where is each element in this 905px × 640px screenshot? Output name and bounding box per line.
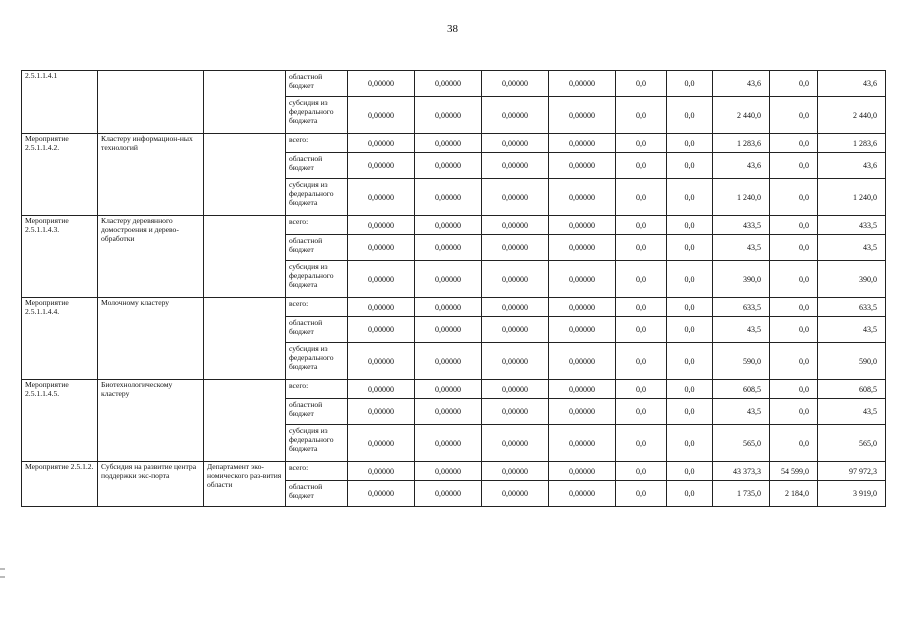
value-cell: 0,0 (770, 317, 818, 343)
value-cell: 0,00000 (549, 462, 616, 481)
value-cell: 43,5 (713, 235, 770, 261)
funding-source-cell: областной бюджет (286, 153, 348, 179)
value-cell: 0,00000 (549, 317, 616, 343)
value-cell: 0,00000 (482, 235, 549, 261)
value-cell: 0,00000 (415, 261, 482, 298)
value-cell: 0,0 (616, 134, 667, 153)
funding-source-cell: субсидия из федерального бюджета (286, 179, 348, 216)
value-cell: 0,0 (616, 216, 667, 235)
measure-id-cell: Мероприятие 2.5.1.1.4.4. (22, 298, 98, 380)
funding-source-cell: всего: (286, 380, 348, 399)
value-cell: 0,0 (667, 298, 713, 317)
page-number: 38 (447, 23, 458, 35)
value-cell: 0,0 (770, 343, 818, 380)
value-cell: 0,00000 (348, 71, 415, 97)
funding-source-cell: субсидия из федерального бюджета (286, 343, 348, 380)
measure-id-cell: Мероприятие 2.5.1.1.4.3. (22, 216, 98, 298)
value-cell: 0,00000 (415, 179, 482, 216)
value-cell: 43,6 (713, 71, 770, 97)
executor-cell (204, 71, 286, 134)
table-row (22, 380, 886, 399)
value-cell: 633,5 (713, 298, 770, 317)
value-cell: 0,00000 (482, 134, 549, 153)
value-cell: 0,00000 (348, 235, 415, 261)
value-cell: 43,6 (818, 71, 886, 97)
value-cell: 0,00000 (348, 97, 415, 134)
value-cell: 0,0 (667, 462, 713, 481)
value-cell: 0,00000 (348, 298, 415, 317)
value-cell: 590,0 (818, 343, 886, 380)
value-cell: 0,0 (770, 179, 818, 216)
value-cell: 0,00000 (549, 261, 616, 298)
funding-source-cell: всего: (286, 216, 348, 235)
value-cell: 0,00000 (415, 235, 482, 261)
value-cell: 2 184,0 (770, 481, 818, 507)
value-cell: 0,0 (667, 153, 713, 179)
value-cell: 0,00000 (549, 235, 616, 261)
value-cell: 0,0 (616, 71, 667, 97)
value-cell: 0,00000 (415, 134, 482, 153)
value-cell: 565,0 (818, 425, 886, 462)
value-cell: 0,00000 (415, 317, 482, 343)
value-cell: 0,00000 (348, 317, 415, 343)
value-cell: 0,0 (667, 235, 713, 261)
value-cell: 0,00000 (549, 343, 616, 380)
value-cell: 0,00000 (482, 380, 549, 399)
value-cell: 0,00000 (415, 481, 482, 507)
value-cell: 43,5 (818, 399, 886, 425)
value-cell: 1 283,6 (713, 134, 770, 153)
value-cell: 43,6 (713, 153, 770, 179)
funding-source-cell: всего: (286, 134, 348, 153)
value-cell: 0,00000 (348, 216, 415, 235)
value-cell: 0,00000 (348, 261, 415, 298)
measure-id-cell: Мероприятие 2.5.1.2. (22, 462, 98, 507)
value-cell: 0,0 (667, 380, 713, 399)
value-cell: 0,00000 (415, 153, 482, 179)
value-cell: 0,00000 (482, 71, 549, 97)
value-cell: 0,0 (616, 399, 667, 425)
value-cell: 0,00000 (415, 425, 482, 462)
value-cell: 0,00000 (348, 153, 415, 179)
value-cell: 0,00000 (482, 399, 549, 425)
value-cell: 0,0 (770, 153, 818, 179)
value-cell: 0,0 (770, 399, 818, 425)
scan-edge-mark (0, 576, 5, 578)
value-cell: 1 735,0 (713, 481, 770, 507)
value-cell: 565,0 (713, 425, 770, 462)
value-cell: 1 240,0 (713, 179, 770, 216)
value-cell: 0,00000 (348, 343, 415, 380)
measure-name-cell: Биотехнологическому кластеру (98, 380, 204, 462)
value-cell: 0,0 (667, 179, 713, 216)
value-cell: 0,00000 (549, 71, 616, 97)
value-cell: 0,00000 (482, 97, 549, 134)
funding-source-cell: областной бюджет (286, 399, 348, 425)
value-cell: 0,00000 (348, 134, 415, 153)
value-cell: 1 283,6 (818, 134, 886, 153)
value-cell: 54 599,0 (770, 462, 818, 481)
executor-cell (204, 380, 286, 462)
value-cell: 0,00000 (415, 380, 482, 399)
value-cell: 0,0 (616, 179, 667, 216)
table-row (22, 216, 886, 235)
value-cell: 0,00000 (482, 481, 549, 507)
value-cell: 0,0 (616, 153, 667, 179)
value-cell: 0,00000 (348, 179, 415, 216)
value-cell: 2 440,0 (713, 97, 770, 134)
measure-name-cell (98, 71, 204, 134)
value-cell: 0,00000 (415, 97, 482, 134)
value-cell: 0,00000 (482, 343, 549, 380)
value-cell: 390,0 (713, 261, 770, 298)
table-body (22, 71, 886, 507)
value-cell: 0,0 (770, 425, 818, 462)
value-cell: 0,0 (616, 235, 667, 261)
value-cell: 0,0 (616, 380, 667, 399)
value-cell: 0,0 (616, 462, 667, 481)
value-cell: 0,0 (667, 399, 713, 425)
value-cell: 1 240,0 (818, 179, 886, 216)
value-cell: 0,0 (667, 97, 713, 134)
executor-cell (204, 216, 286, 298)
value-cell: 0,00000 (482, 261, 549, 298)
measure-name-cell: Кластеру информацион-ных технологий (98, 134, 204, 216)
value-cell: 390,0 (818, 261, 886, 298)
value-cell: 0,00000 (415, 298, 482, 317)
value-cell: 590,0 (713, 343, 770, 380)
executor-cell (204, 134, 286, 216)
value-cell: 0,00000 (549, 481, 616, 507)
executor-cell: Департамент эко-номического раз-вития области (204, 462, 286, 507)
value-cell: 433,5 (818, 216, 886, 235)
value-cell: 43,5 (713, 399, 770, 425)
value-cell: 0,0 (770, 298, 818, 317)
value-cell: 43,5 (818, 317, 886, 343)
budget-table (21, 70, 886, 507)
funding-source-cell: областной бюджет (286, 71, 348, 97)
value-cell: 0,0 (770, 216, 818, 235)
value-cell: 0,00000 (549, 153, 616, 179)
value-cell: 0,00000 (348, 462, 415, 481)
value-cell: 0,00000 (482, 153, 549, 179)
value-cell: 0,0 (770, 134, 818, 153)
value-cell: 0,0 (616, 317, 667, 343)
value-cell: 0,0 (616, 97, 667, 134)
funding-source-cell: всего: (286, 462, 348, 481)
table-row (22, 462, 886, 481)
value-cell: 433,5 (713, 216, 770, 235)
value-cell: 0,00000 (482, 216, 549, 235)
value-cell: 97 972,3 (818, 462, 886, 481)
funding-source-cell: областной бюджет (286, 235, 348, 261)
value-cell: 0,0 (616, 343, 667, 380)
funding-source-cell: областной бюджет (286, 317, 348, 343)
value-cell: 0,0 (616, 298, 667, 317)
value-cell: 0,00000 (549, 399, 616, 425)
value-cell: 0,0 (616, 425, 667, 462)
value-cell: 0,0 (770, 261, 818, 298)
measure-name-cell: Молочному кластеру (98, 298, 204, 380)
value-cell: 0,00000 (348, 380, 415, 399)
funding-source-cell: всего: (286, 298, 348, 317)
value-cell: 2 440,0 (818, 97, 886, 134)
table-row (22, 298, 886, 317)
value-cell: 0,0 (667, 481, 713, 507)
value-cell: 0,0 (667, 134, 713, 153)
value-cell: 0,00000 (348, 425, 415, 462)
value-cell: 0,00000 (482, 317, 549, 343)
value-cell: 43,5 (713, 317, 770, 343)
value-cell: 0,00000 (549, 179, 616, 216)
value-cell: 0,0 (770, 235, 818, 261)
value-cell: 43,5 (818, 235, 886, 261)
value-cell: 0,00000 (549, 298, 616, 317)
funding-source-cell: субсидия из федерального бюджета (286, 97, 348, 134)
value-cell: 633,5 (818, 298, 886, 317)
value-cell: 0,00000 (549, 425, 616, 462)
value-cell: 0,0 (667, 216, 713, 235)
scan-edge-mark (0, 568, 5, 570)
table-row (22, 134, 886, 153)
value-cell: 0,00000 (549, 97, 616, 134)
value-cell: 0,00000 (549, 216, 616, 235)
value-cell: 0,00000 (415, 343, 482, 380)
value-cell: 0,00000 (415, 71, 482, 97)
value-cell: 0,0 (667, 343, 713, 380)
value-cell: 608,5 (818, 380, 886, 399)
value-cell: 0,00000 (482, 179, 549, 216)
measure-id-cell: 2.5.1.1.4.1 (22, 71, 98, 134)
value-cell: 43,6 (818, 153, 886, 179)
value-cell: 0,0 (616, 261, 667, 298)
value-cell: 0,00000 (415, 399, 482, 425)
value-cell: 0,00000 (549, 134, 616, 153)
value-cell: 0,0 (770, 71, 818, 97)
value-cell: 0,0 (667, 317, 713, 343)
value-cell: 3 919,0 (818, 481, 886, 507)
value-cell: 0,0 (667, 425, 713, 462)
value-cell: 0,00000 (482, 298, 549, 317)
value-cell: 608,5 (713, 380, 770, 399)
funding-source-cell: субсидия из федерального бюджета (286, 261, 348, 298)
value-cell: 0,00000 (348, 399, 415, 425)
table-row (22, 71, 886, 97)
value-cell: 0,00000 (415, 462, 482, 481)
executor-cell (204, 298, 286, 380)
value-cell: 0,0 (770, 380, 818, 399)
measure-name-cell: Кластеру деревянного домостроения и дерево-обработки (98, 216, 204, 298)
value-cell: 0,00000 (482, 425, 549, 462)
measure-name-cell: Субсидия на развитие центра поддержки экс-порта (98, 462, 204, 507)
value-cell: 0,0 (667, 261, 713, 298)
funding-source-cell: субсидия из федерального бюджета (286, 425, 348, 462)
measure-id-cell: Мероприятие 2.5.1.1.4.2. (22, 134, 98, 216)
funding-source-cell: областной бюджет (286, 481, 348, 507)
value-cell: 0,0 (667, 71, 713, 97)
value-cell: 43 373,3 (713, 462, 770, 481)
value-cell: 0,00000 (482, 462, 549, 481)
value-cell: 0,00000 (348, 481, 415, 507)
measure-id-cell: Мероприятие 2.5.1.1.4.5. (22, 380, 98, 462)
value-cell: 0,00000 (415, 216, 482, 235)
value-cell: 0,0 (770, 97, 818, 134)
value-cell: 0,0 (616, 481, 667, 507)
value-cell: 0,00000 (549, 380, 616, 399)
